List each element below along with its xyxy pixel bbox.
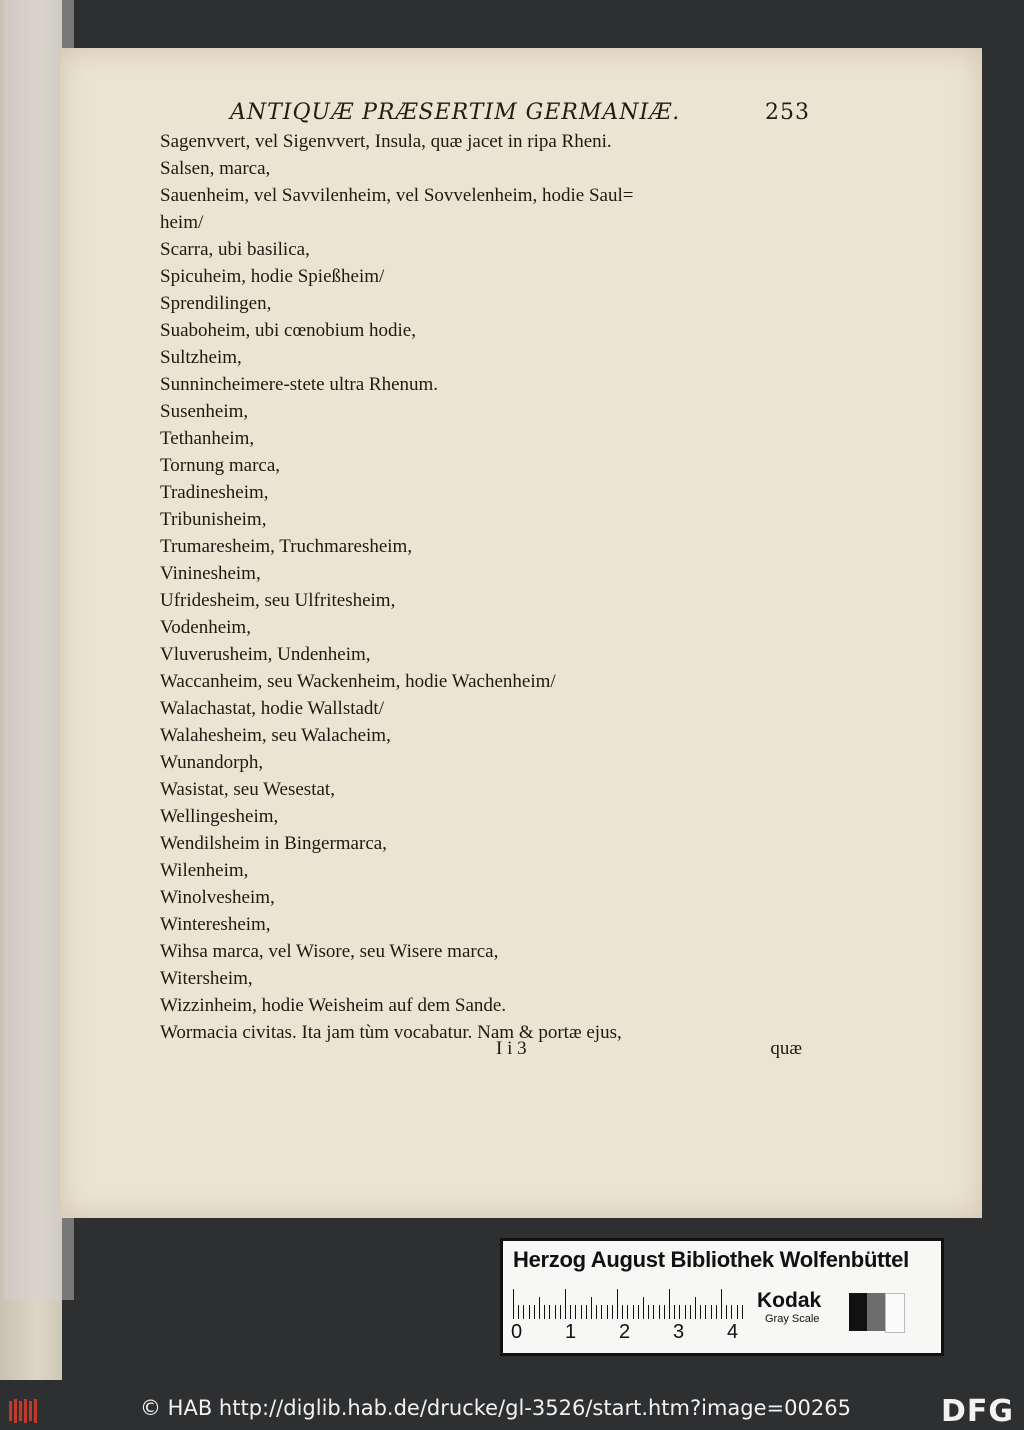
ruler-tick: [518, 1305, 519, 1319]
ruler-tick: [716, 1305, 717, 1319]
text-line: Sagenvvert, vel Sigenvvert, Insula, quæ jacet in ripa Rheni.: [160, 131, 612, 152]
ruler-tick: [601, 1305, 602, 1319]
ruler-tick: [721, 1289, 722, 1319]
ruler-tick: [539, 1297, 540, 1319]
page-footer: [496, 1038, 806, 1066]
text-line: Sunnincheimere-stete ultra Rhenum.: [160, 374, 439, 395]
text-line: Tribunisheim,: [160, 509, 267, 530]
ruler-tick: [711, 1305, 712, 1319]
ruler-tick: [586, 1305, 587, 1319]
ruler-tick: [705, 1305, 706, 1319]
text-line: Vodenheim,: [160, 617, 251, 638]
text-line: Walahesheim, seu Walacheim,: [160, 725, 391, 746]
ruler-tick: [612, 1305, 613, 1319]
ruler-tick: [737, 1305, 738, 1319]
kodak-brand: Kodak: [757, 1289, 822, 1312]
text-line: Wihsa marca, vel Wisore, seu Wisere marca,: [160, 941, 499, 962]
hab-logo-icon: [8, 1398, 40, 1424]
ruler-tick: [549, 1305, 550, 1319]
scale-ruler: [513, 1287, 741, 1319]
text-line: Walachastat, hodie Wallstadt/: [160, 698, 384, 719]
ruler-tick: [700, 1305, 701, 1319]
text-block: [160, 128, 810, 1046]
swatch-black: [849, 1293, 867, 1331]
text-line: Tethanheim,: [160, 428, 255, 449]
scale-number: 2: [619, 1321, 631, 1343]
text-line: Sauenheim, vel Savvilenheim, vel Sovvelenheim, hodie Saul=: [160, 185, 634, 206]
text-line: Sultzheim,: [160, 347, 242, 368]
text-line: Wilenheim,: [160, 860, 249, 881]
text-line: heim/: [160, 212, 204, 233]
ruler-tick: [674, 1305, 675, 1319]
text-line: Scarra, ubi basilica,: [160, 239, 310, 260]
text-line: Winolvesheim,: [160, 887, 275, 908]
scale-numbers: [511, 1321, 751, 1347]
ruler-tick: [544, 1305, 545, 1319]
text-line: Spicuheim, hodie Spießheim/: [160, 266, 385, 287]
ruler-tick: [648, 1305, 649, 1319]
ruler-tick: [659, 1305, 660, 1319]
text-line: Wormacia civitas. Ita jam tùm vocabatur. Nam & portæ ejus,: [160, 1022, 622, 1043]
gray-scale-caption: Gray Scale: [765, 1313, 820, 1325]
text-line: Wellingesheim,: [160, 806, 279, 827]
ruler-tick: [581, 1305, 582, 1319]
ruler-tick: [664, 1305, 665, 1319]
running-head-title: ANTIQUÆ PRÆSERTIM GERMANIÆ.: [230, 100, 681, 125]
ruler-tick: [617, 1289, 618, 1319]
ruler-tick: [555, 1305, 556, 1319]
ruler-tick: [695, 1297, 696, 1319]
text-line: Trumaresheim, Truchmaresheim,: [160, 536, 413, 557]
text-line: Waccanheim, seu Wackenheim, hodie Wachenheim/: [160, 671, 556, 692]
ruler-tick: [731, 1305, 732, 1319]
ruler-tick: [685, 1305, 686, 1319]
text-line: Ufridesheim, seu Ulfritesheim,: [160, 590, 396, 611]
ruler-tick: [742, 1305, 743, 1319]
text-line: Winteresheim,: [160, 914, 271, 935]
footer-bar: [0, 1392, 1024, 1430]
scale-number: 0: [511, 1321, 523, 1343]
catchword: quæ: [770, 1038, 802, 1059]
text-line: Tornung marca,: [160, 455, 281, 476]
ruler-tick: [529, 1305, 530, 1319]
ruler-tick: [570, 1305, 571, 1319]
dfg-logo: DFG: [940, 1394, 1014, 1429]
scale-number: 4: [727, 1321, 739, 1343]
text-line: Salsen, marca,: [160, 158, 271, 179]
text-line: Wendilsheim in Bingermarca,: [160, 833, 387, 854]
text-line: Wasistat, seu Wesestat,: [160, 779, 335, 800]
signature-mark: I i 3: [496, 1038, 527, 1059]
text-line: Witersheim,: [160, 968, 253, 989]
ruler-tick: [653, 1305, 654, 1319]
ruler-tick: [591, 1297, 592, 1319]
running-head: [230, 100, 810, 125]
scale-number: 1: [565, 1321, 577, 1343]
copyright-url[interactable]: © HAB http://diglib.hab.de/drucke/gl-3526/start.htm?image=00265: [140, 1396, 851, 1420]
page-number: 253: [765, 100, 810, 125]
ruler-tick: [575, 1305, 576, 1319]
text-line: Vluverusheim, Undenheim,: [160, 644, 371, 665]
ruler-tick: [607, 1305, 608, 1319]
text-line: Sprendilingen,: [160, 293, 272, 314]
ruler-tick: [669, 1289, 670, 1319]
ruler-tick: [638, 1305, 639, 1319]
ruler-tick: [622, 1305, 623, 1319]
ruler-tick: [534, 1305, 535, 1319]
text-line: Tradinesheim,: [160, 482, 269, 503]
ruler-tick: [726, 1305, 727, 1319]
text-line: Susenheim,: [160, 401, 249, 422]
text-line: Vininesheim,: [160, 563, 261, 584]
ruler-tick: [513, 1289, 514, 1319]
ruler-tick: [560, 1305, 561, 1319]
library-name: Herzog August Bibliothek Wolfenbüttel: [513, 1247, 909, 1272]
text-line: Wizzinheim, hodie Weisheim auf dem Sande.: [160, 995, 507, 1016]
ruler-tick: [679, 1305, 680, 1319]
text-line: Suaboheim, ubi cœnobium hodie,: [160, 320, 416, 341]
swatch-white: [885, 1293, 905, 1333]
text-line: Wunandorph,: [160, 752, 264, 773]
ruler-tick: [633, 1305, 634, 1319]
library-color-card: [500, 1238, 944, 1356]
scale-number: 3: [673, 1321, 685, 1343]
ruler-tick: [523, 1305, 524, 1319]
ruler-tick: [596, 1305, 597, 1319]
swatch-gray: [867, 1293, 885, 1331]
ruler-tick: [643, 1297, 644, 1319]
ruler-tick: [627, 1305, 628, 1319]
ruler-tick: [690, 1305, 691, 1319]
ruler-tick: [565, 1289, 566, 1319]
